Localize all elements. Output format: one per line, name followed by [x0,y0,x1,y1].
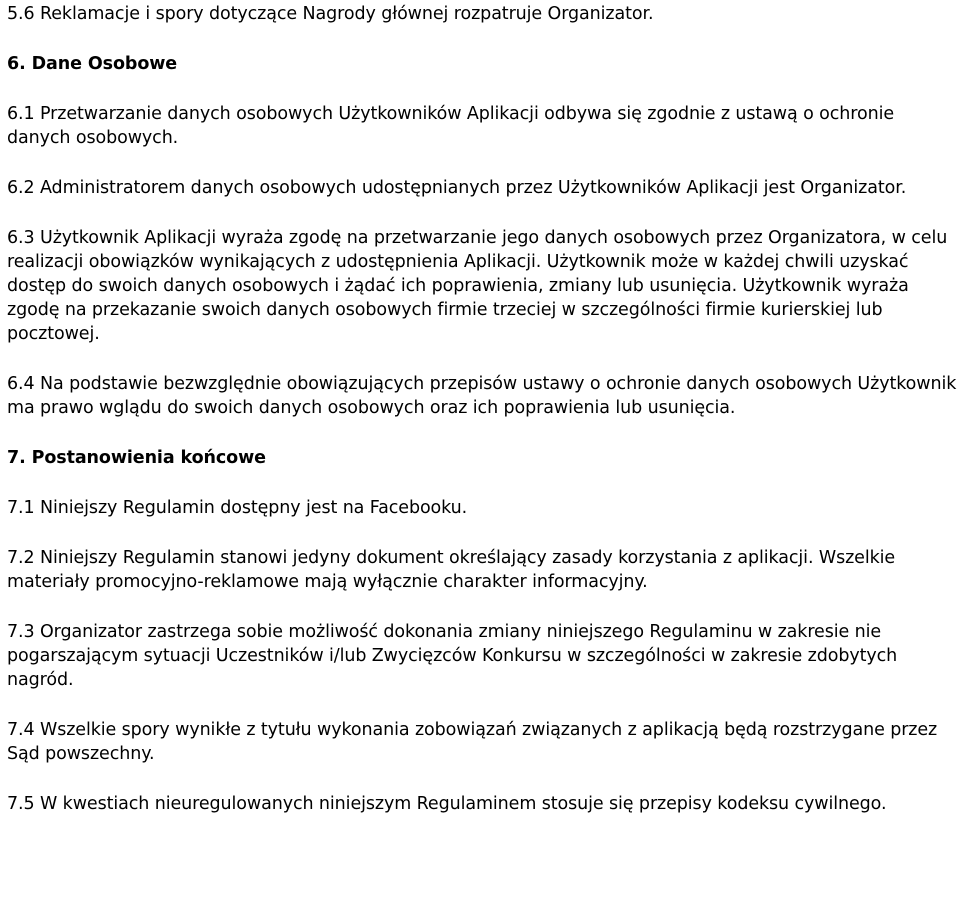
document-page [7,0,957,816]
paragraph-6-3: 6.3 Użytkownik Aplikacji wyraża zgodę na przetwarzanie jego danych osobowych przez Organizatora, w celu realizacji obowiązków wynikających z udostępnienia Aplikacji. Użytkownik może w każdej chwili uzyskać dostęp do swoich danych osobowych i żądać ich poprawienia, zmiany lub usunięcia. Użytkownik wyraża zgodę na przekazanie swoich danych osobowych firmie trzeciej w szczególności firmie kurierskiej lub pocztowej. [7,228,948,344]
paragraph-6-1: 6.1 Przetwarzanie danych osobowych Użytkowników Aplikacji odbywa się zgodnie z ustawą o ochronie danych osobowych. [7,104,895,148]
paragraph-6-4: 6.4 Na podstawie bezwzględnie obowiązujących przepisów ustawy o ochronie danych osobowych Użytkownik ma prawo wglądu do swoich danych osobowych oraz ich poprawienia lub usunięcia. [7,374,957,418]
paragraph-7-5: 7.5 W kwestiach nieuregulowanych niniejszym Regulaminem stosuje się przepisy kodeksu cywilnego. [7,794,887,814]
heading-section-6: 6. Dane Osobowe [7,54,178,74]
paragraph-7-1: 7.1 Niniejszy Regulamin dostępny jest na Facebooku. [7,498,468,518]
heading-section-7: 7. Postanowienia końcowe [7,448,266,468]
paragraph-7-3: 7.3 Organizator zastrzega sobie możliwość dokonania zmiany niniejszego Regulaminu w zakresie nie pogarszającym sytuacji Uczestników i/lub Zwycięzców Konkursu w szczególności w zakresie zdobytych nagród. [7,622,898,690]
paragraph-6-2: 6.2 Administratorem danych osobowych udostępnianych przez Użytkowników Aplikacji jest Organizator. [7,178,907,198]
paragraph-5-6: 5.6 Reklamacje i spory dotyczące Nagrody głównej rozpatruje Organizator. [7,4,654,24]
paragraph-7-4: 7.4 Wszelkie spory wynikłe z tytułu wykonania zobowiązań związanych z aplikacją będą rozstrzygane przez Sąd powszechny. [7,720,938,764]
paragraph-7-2: 7.2 Niniejszy Regulamin stanowi jedyny dokument określający zasady korzystania z aplikacji. Wszelkie materiały promocyjno-reklamowe mają wyłącznie charakter informacyjny. [7,548,896,592]
